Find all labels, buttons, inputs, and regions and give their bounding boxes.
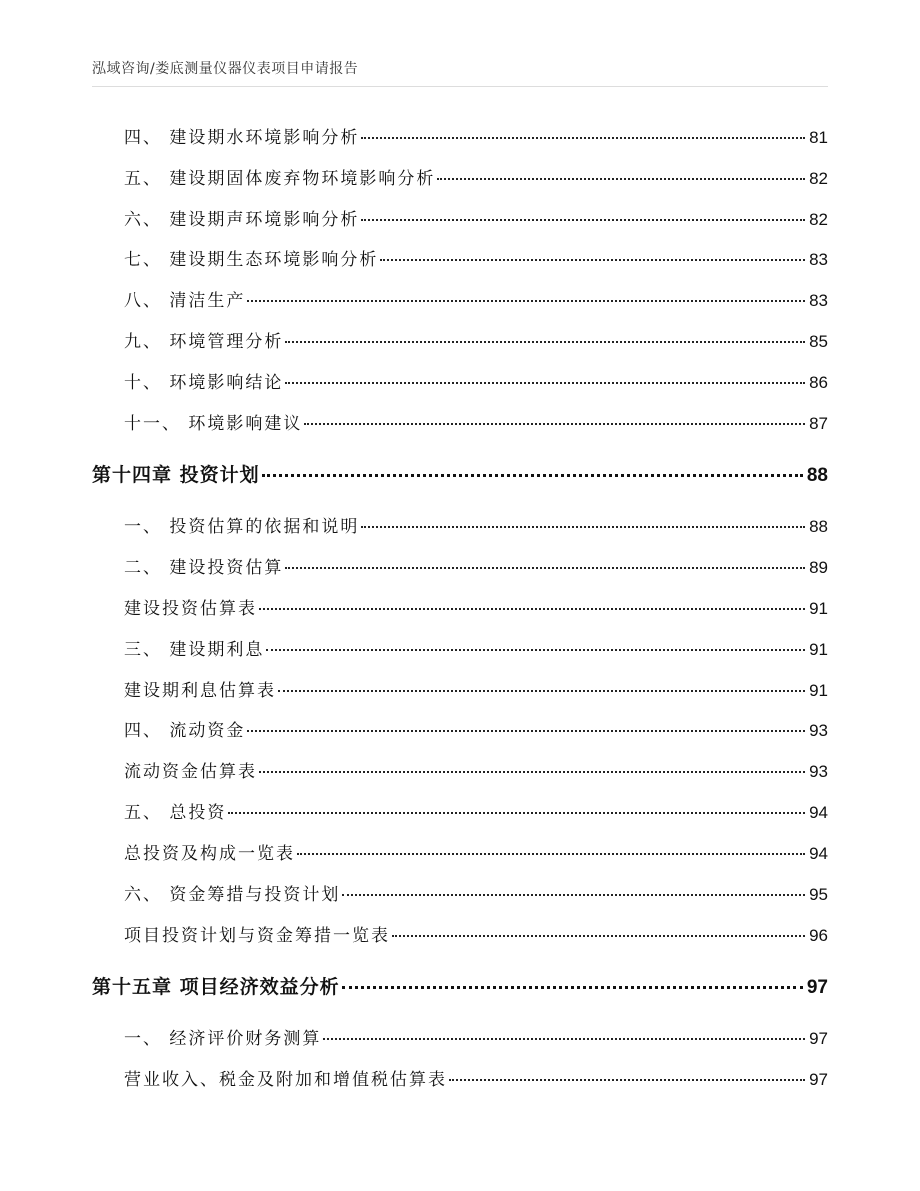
- toc-dot-leader: [285, 567, 805, 569]
- toc-entry-page: 94: [809, 844, 828, 863]
- toc-dot-leader: [323, 1038, 805, 1040]
- toc-entry[interactable]: [124, 245, 828, 270]
- toc-entry-page: 97: [809, 1029, 828, 1048]
- toc-entry[interactable]: [124, 635, 828, 660]
- toc-entry-page: 95: [809, 885, 828, 904]
- toc-dot-leader: [278, 690, 805, 692]
- toc-entry-label: 四、 建设期水环境影响分析: [124, 128, 360, 148]
- toc-dot-leader: [285, 341, 805, 343]
- toc-entry-page: 85: [809, 332, 828, 351]
- toc-entry-page: 86: [809, 373, 828, 392]
- toc-entry[interactable]: [124, 286, 828, 311]
- toc-dot-leader: [262, 474, 803, 477]
- toc-entry[interactable]: [124, 716, 828, 741]
- toc-entry-label: 六、 资金筹措与投资计划: [124, 885, 341, 905]
- toc-entry-label: 建设投资估算表: [124, 599, 257, 619]
- toc-entry[interactable]: [124, 368, 828, 393]
- toc-dot-leader: [259, 608, 805, 610]
- toc-dot-leader: [361, 526, 805, 528]
- toc-chapter-label: 第十四章 投资计划: [92, 464, 260, 486]
- toc-entry[interactable]: [124, 921, 828, 946]
- toc-entry-page: 82: [809, 210, 828, 229]
- toc-entry[interactable]: [124, 839, 828, 864]
- toc-dot-leader: [392, 935, 805, 937]
- toc-entry-label: 五、 建设期固体废弃物环境影响分析: [124, 169, 436, 189]
- toc-dot-leader: [342, 894, 805, 896]
- toc-dot-leader: [259, 771, 805, 773]
- toc-entry-label: 一、 投资估算的依据和说明: [124, 517, 360, 537]
- toc-dot-leader: [228, 812, 805, 814]
- toc-entry[interactable]: [124, 676, 828, 701]
- toc-entry-label: 十一、 环境影响建议: [124, 414, 303, 434]
- toc-dot-leader: [247, 300, 805, 302]
- toc-entry-page: 83: [809, 250, 828, 269]
- toc-entry-page: 87: [809, 414, 828, 433]
- toc-entry-label: 建设期利息估算表: [124, 681, 276, 701]
- toc-dot-leader: [437, 178, 805, 180]
- toc-entry-label: 三、 建设期利息: [124, 640, 265, 660]
- toc-entry-page: 83: [809, 291, 828, 310]
- toc-chapter-entry[interactable]: [92, 972, 828, 999]
- toc-entry[interactable]: [124, 1024, 828, 1049]
- toc-entry-page: 82: [809, 169, 828, 188]
- toc-entry-page: 88: [809, 517, 828, 536]
- page-header: 泓域咨询/娄底测量仪器仪表项目申请报告: [92, 61, 359, 77]
- toc-entry[interactable]: [124, 553, 828, 578]
- toc-dot-leader: [304, 423, 805, 425]
- toc-entry-label: 十、 环境影响结论: [124, 373, 284, 393]
- toc-chapter-entry[interactable]: [92, 460, 828, 487]
- header-divider: [92, 86, 828, 87]
- toc-entry-label: 营业收入、税金及附加和增值税估算表: [124, 1070, 447, 1090]
- toc-entry-label: 一、 经济评价财务测算: [124, 1029, 322, 1049]
- toc-entry-page: 89: [809, 558, 828, 577]
- toc-dot-leader: [361, 137, 805, 139]
- toc-entry[interactable]: [124, 123, 828, 148]
- toc-entry[interactable]: [124, 164, 828, 189]
- toc-entry[interactable]: [124, 512, 828, 537]
- toc-entry[interactable]: [124, 798, 828, 823]
- toc-entry-page: 93: [809, 762, 828, 781]
- toc-entry-page: 96: [809, 926, 828, 945]
- toc-dot-leader: [342, 986, 803, 989]
- toc-entry[interactable]: [124, 205, 828, 230]
- toc-chapter-label: 第十五章 项目经济效益分析: [92, 976, 340, 998]
- toc-entry[interactable]: [124, 1065, 828, 1090]
- toc-entry-label: 流动资金估算表: [124, 762, 257, 782]
- toc-entry[interactable]: [124, 327, 828, 352]
- toc-entry-page: 91: [809, 640, 828, 659]
- toc-entry-page: 97: [809, 1070, 828, 1089]
- toc-dot-leader: [266, 649, 805, 651]
- toc-dot-leader: [247, 730, 805, 732]
- toc-dot-leader: [285, 382, 805, 384]
- toc-entry-label: 五、 总投资: [124, 803, 227, 823]
- toc-entry[interactable]: [124, 757, 828, 782]
- toc-dot-leader: [297, 853, 805, 855]
- toc-dot-leader: [380, 259, 805, 261]
- toc-chapter-page: 97: [806, 977, 828, 998]
- toc-entry-label: 九、 环境管理分析: [124, 332, 284, 352]
- toc-entry-label: 七、 建设期生态环境影响分析: [124, 250, 379, 270]
- toc-entry-page: 93: [809, 721, 828, 740]
- toc-entry-label: 总投资及构成一览表: [124, 844, 295, 864]
- toc-entry[interactable]: [124, 880, 828, 905]
- toc-entry-label: 项目投资计划与资金筹措一览表: [124, 926, 390, 946]
- toc-entry-label: 六、 建设期声环境影响分析: [124, 210, 360, 230]
- toc-entry-page: 81: [809, 128, 828, 147]
- toc-entry-page: 91: [809, 599, 828, 618]
- toc-dot-leader: [361, 219, 805, 221]
- toc-entry-page: 94: [809, 803, 828, 822]
- toc-entry-label: 八、 清洁生产: [124, 291, 246, 311]
- toc-entry-label: 四、 流动资金: [124, 721, 246, 741]
- toc-entry[interactable]: [124, 409, 828, 434]
- toc-chapter-page: 88: [806, 465, 828, 486]
- toc-entry-page: 91: [809, 681, 828, 700]
- toc-entry-label: 二、 建设投资估算: [124, 558, 284, 578]
- toc-entry[interactable]: [124, 594, 828, 619]
- toc-dot-leader: [449, 1079, 805, 1081]
